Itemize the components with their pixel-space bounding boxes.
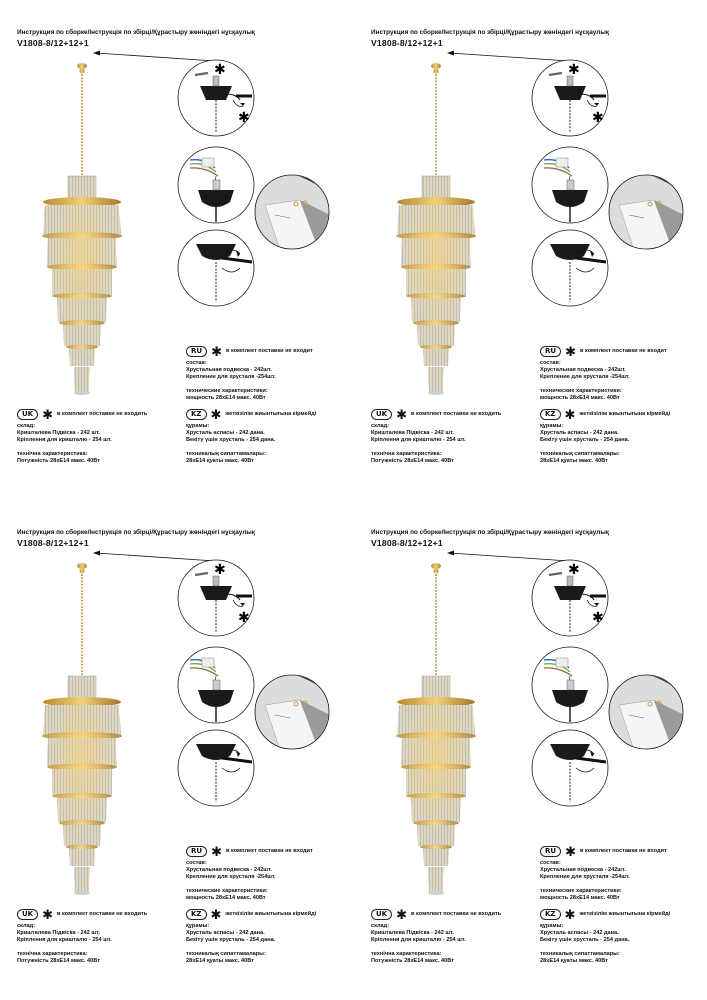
block-kz <box>186 409 316 465</box>
contents-line: Бекіту үшін хрусталь - 254 дана. <box>540 937 630 944</box>
instruction-panel-2 <box>354 0 707 500</box>
chandelier-image <box>42 563 122 895</box>
badge-ru: RU <box>186 846 207 857</box>
specs-value: 28xE14 қуаты макс. 40Вт <box>186 957 254 964</box>
specs-label: технические характеристики: <box>186 887 268 894</box>
contents-line: Кріплення для кришталю - 254 шт. <box>371 937 466 944</box>
badge-kz: KZ <box>186 909 207 920</box>
specs-label: технические характеристики: <box>540 887 622 894</box>
contents-line: Кришталева Підвіска - 242 шт. <box>17 430 100 437</box>
contents-line: Крепление для хрусталя -254шт. <box>186 874 276 881</box>
title-line-1: Инструкция по сборке/Інструкція по збірці/Құрастыру жөніндегі нұсқаулық <box>17 29 255 36</box>
contents-line: Хрустальная подвеска - 242шт. <box>540 867 626 874</box>
block-ru <box>186 346 313 402</box>
badge-uk: UK <box>371 409 392 420</box>
instruction-panel-3 <box>0 500 353 1000</box>
specs-label: технічна характеристика: <box>371 950 442 957</box>
specs-value: 28xE14 қуаты макс. 40Вт <box>540 457 608 464</box>
model-number: V1808-8/12+12+1 <box>371 38 443 48</box>
note-ru: в комплект поставки не входит <box>225 847 313 854</box>
pointer-arrow <box>93 51 215 62</box>
badge-ru: RU <box>540 846 561 857</box>
star-icon: ✱ <box>211 344 222 359</box>
contents-line: Хрустальная подвеска - 242шт. <box>186 867 272 874</box>
model-number: V1808-8/12+12+1 <box>17 538 89 548</box>
contents-line: Кришталева Підвіска - 242 шт. <box>17 930 100 937</box>
contents-line: Хрустальная подвеска - 242шт. <box>540 367 626 374</box>
svg-text:✱: ✱ <box>568 562 580 578</box>
block-uk <box>371 409 501 465</box>
note-ru: в комплект поставки не входит <box>579 847 667 854</box>
contents-line: Кріплення для кришталю - 254 шт. <box>17 437 112 444</box>
chandelier-image <box>396 563 476 895</box>
specs-value: Потужність 28xE14 макс. 40Вт <box>17 957 100 964</box>
contents-line: Хрусталь аспасы - 242 дана. <box>540 430 619 437</box>
contents-label: құрамы: <box>540 923 564 929</box>
specs-value: мощность 28xE14 макс. 40Вт <box>186 894 266 901</box>
model-number: V1808-8/12+12+1 <box>371 538 443 548</box>
contents-line: Бекіту үшін хрусталь - 254 дана. <box>186 437 276 444</box>
star-icon: ✱ <box>211 844 222 859</box>
specs-label: технические характеристики: <box>186 387 268 394</box>
detail-canopy-screws <box>178 560 254 636</box>
chandelier-image <box>396 63 476 395</box>
badge-kz: KZ <box>186 409 207 420</box>
detail-wiring <box>178 147 254 223</box>
note-uk: в комплект поставки не входить <box>411 410 502 417</box>
specs-label: технічна характеристика: <box>371 450 442 457</box>
contents-line: Крепление для хрусталя -254шт. <box>186 374 276 381</box>
star-icon: ✱ <box>210 907 222 922</box>
pointer-arrow <box>447 551 569 562</box>
contents-line: Кріплення для кришталю - 254 шт. <box>17 937 112 944</box>
note-uk: в комплект поставки не входить <box>57 910 148 917</box>
note-kz: жеткізілім жиынтығына кірмейді <box>225 410 317 417</box>
block-ru <box>540 846 667 902</box>
instruction-panel-4 <box>354 500 707 1000</box>
contents-line: Бекіту үшін хрусталь - 254 дана. <box>186 937 276 944</box>
contents-label: склад: <box>17 423 36 429</box>
contents-line: Кріплення для кришталю - 254 шт. <box>371 437 466 444</box>
contents-label: склад: <box>17 923 36 929</box>
detail-wiring <box>532 147 608 223</box>
detail-crystal-photo <box>250 670 340 760</box>
svg-text:✱: ✱ <box>592 110 604 126</box>
note-ru: в комплект поставки не входит <box>579 347 667 354</box>
specs-value: Потужність 28xE14 макс. 40Вт <box>371 457 454 464</box>
block-uk <box>17 909 147 965</box>
block-kz <box>540 409 670 465</box>
specs-value: 28xE14 қуаты макс. 40Вт <box>540 957 608 964</box>
contents-label: құрамы: <box>186 423 210 429</box>
specs-label: техникалық сипаттамалары: <box>540 950 620 957</box>
star-icon: ✱ <box>564 907 576 922</box>
svg-text:✱: ✱ <box>238 610 250 626</box>
svg-text:✱: ✱ <box>568 62 580 78</box>
specs-label: технические характеристики: <box>540 387 622 394</box>
title-line-1: Инструкция по сборке/Інструкція по збірці/Құрастыру жөніндегі нұсқаулық <box>371 29 609 36</box>
specs-value: Потужність 28xE14 макс. 40Вт <box>371 957 454 964</box>
specs-value: 28xE14 қуаты макс. 40Вт <box>186 457 254 464</box>
star-icon: ✱ <box>396 907 408 922</box>
specs-value: мощность 28xE14 макс. 40Вт <box>186 394 266 401</box>
contents-line: Хрусталь аспасы - 242 дана. <box>540 930 619 937</box>
contents-line: Кришталева Підвіска - 242 шт. <box>371 930 454 937</box>
note-uk: в комплект поставки не входить <box>57 410 148 417</box>
detail-canopy-screws <box>178 60 254 136</box>
star-icon: ✱ <box>396 407 408 422</box>
specs-value: мощность 28xE14 макс. 40Вт <box>540 894 620 901</box>
specs-label: технічна характеристика: <box>17 450 88 457</box>
block-uk <box>371 909 501 965</box>
contents-label: состав: <box>186 860 207 866</box>
instruction-panel-1 <box>0 0 353 500</box>
contents-label: склад: <box>371 923 390 929</box>
block-uk <box>17 409 147 465</box>
detail-canopy-screws <box>532 60 608 136</box>
contents-line: Крепление для хрусталя -254шт. <box>540 374 630 381</box>
specs-label: техникалық сипаттамалары: <box>186 450 266 457</box>
svg-text:✱: ✱ <box>214 62 226 78</box>
note-ru: в комплект поставки не входит <box>225 347 313 354</box>
detail-canopy-install <box>532 230 608 306</box>
detail-canopy-install <box>532 730 608 806</box>
star-icon: ✱ <box>565 844 576 859</box>
badge-ru: RU <box>186 346 207 357</box>
contents-line: Кришталева Підвіска - 242 шт. <box>371 430 454 437</box>
contents-label: состав: <box>186 360 207 366</box>
badge-ru: RU <box>540 346 561 357</box>
detail-crystal-photo <box>604 170 694 260</box>
detail-crystal-photo <box>250 170 340 260</box>
note-kz: жеткізілім жиынтығына кірмейді <box>579 910 671 917</box>
note-kz: жеткізілім жиынтығына кірмейді <box>225 910 317 917</box>
svg-text:✱: ✱ <box>238 110 250 126</box>
specs-value: мощность 28xE14 макс. 40Вт <box>540 394 620 401</box>
badge-kz: KZ <box>540 909 561 920</box>
block-ru <box>540 346 667 402</box>
contents-line: Хрустальная подвеска - 242шт. <box>186 367 272 374</box>
contents-line: Хрусталь аспасы - 242 дана. <box>186 430 265 437</box>
detail-canopy-install <box>178 730 254 806</box>
block-kz <box>540 909 670 965</box>
specs-value: Потужність 28xE14 макс. 40Вт <box>17 457 100 464</box>
detail-canopy-screws <box>532 560 608 636</box>
contents-label: склад: <box>371 423 390 429</box>
contents-label: состав: <box>540 360 561 366</box>
specs-label: технічна характеристика: <box>17 950 88 957</box>
contents-line: Хрусталь аспасы - 242 дана. <box>186 930 265 937</box>
badge-uk: UK <box>17 909 38 920</box>
title-line-1: Инструкция по сборке/Інструкція по збірці/Құрастыру жөніндегі нұсқаулық <box>17 529 255 536</box>
star-icon: ✱ <box>210 407 222 422</box>
specs-label: техникалық сипаттамалары: <box>540 450 620 457</box>
detail-wiring <box>178 647 254 723</box>
title-line-1: Инструкция по сборке/Інструкція по збірці/Құрастыру жөніндегі нұсқаулық <box>371 529 609 536</box>
pointer-arrow <box>93 551 215 562</box>
contents-line: Бекіту үшін хрусталь - 254 дана. <box>540 437 630 444</box>
badge-kz: KZ <box>540 409 561 420</box>
block-kz <box>186 909 316 965</box>
detail-crystal-photo <box>604 670 694 760</box>
chandelier-image <box>42 63 122 395</box>
badge-uk: UK <box>371 909 392 920</box>
specs-label: техникалық сипаттамалары: <box>186 950 266 957</box>
contents-line: Крепление для хрусталя -254шт. <box>540 874 630 881</box>
contents-label: состав: <box>540 860 561 866</box>
pointer-arrow <box>447 51 569 62</box>
detail-wiring <box>532 647 608 723</box>
star-icon: ✱ <box>565 344 576 359</box>
note-uk: в комплект поставки не входить <box>411 910 502 917</box>
star-icon: ✱ <box>42 407 54 422</box>
contents-label: құрамы: <box>540 423 564 429</box>
note-kz: жеткізілім жиынтығына кірмейді <box>579 410 671 417</box>
detail-canopy-install <box>178 230 254 306</box>
badge-uk: UK <box>17 409 38 420</box>
star-icon: ✱ <box>564 407 576 422</box>
svg-text:✱: ✱ <box>214 562 226 578</box>
star-icon: ✱ <box>42 907 54 922</box>
svg-text:✱: ✱ <box>592 610 604 626</box>
model-number: V1808-8/12+12+1 <box>17 38 89 48</box>
contents-label: құрамы: <box>186 923 210 929</box>
block-ru <box>186 846 313 902</box>
